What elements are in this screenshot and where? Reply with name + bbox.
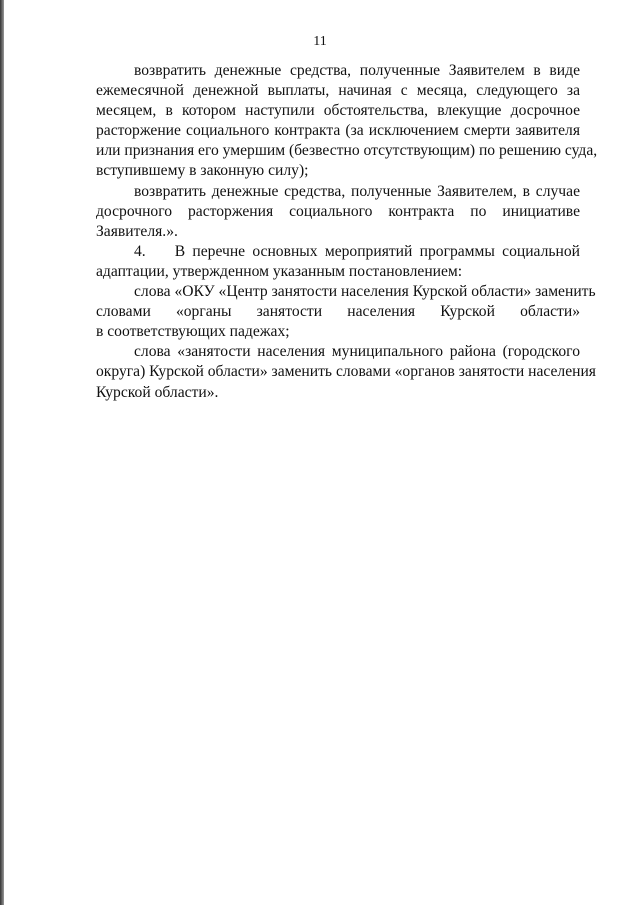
text-line: Курской области». bbox=[96, 383, 219, 401]
text-line: расторжение социального контракта (за исключением смерти заявителя bbox=[96, 122, 580, 140]
text-line: 4. В перечне основных мероприятий программы социальной bbox=[134, 242, 580, 260]
paragraph bbox=[96, 342, 596, 402]
text-line: ежемесячной денежной выплаты, начиная с месяца, следующего за bbox=[96, 82, 580, 100]
text-line: слова «ОКУ «Центр занятости населения Курской области» заменить bbox=[134, 283, 596, 301]
scan-edge bbox=[0, 0, 4, 905]
text-line: досрочного расторжения социального контракта по инициативе bbox=[96, 202, 580, 220]
text-line: в соответствующих падежах; bbox=[96, 323, 290, 341]
page-number: 11 bbox=[313, 34, 327, 49]
text-line: Заявителя.». bbox=[96, 222, 178, 240]
text-line: адаптации, утвержденном указанным постановлением: bbox=[96, 262, 463, 280]
text-line: вступившему в законную силу); bbox=[96, 162, 309, 180]
text-line: словами «органы занятости населения Курской области» bbox=[96, 303, 580, 321]
paragraph bbox=[96, 61, 598, 182]
text-line: или признания его умершим (безвестно отсутствующим) по решению суда, bbox=[96, 142, 598, 160]
paragraph bbox=[96, 242, 580, 282]
paragraph bbox=[96, 282, 596, 342]
paragraph bbox=[96, 182, 580, 242]
text-line: возвратить денежные средства, полученные Заявителем в виде bbox=[134, 62, 580, 79]
text-line: возвратить денежные средства, полученные Заявителем, в случае bbox=[134, 182, 580, 200]
text-line: слова «занятости населения муниципального района (городского bbox=[134, 343, 580, 361]
document-body bbox=[96, 61, 598, 403]
text-line: месяцем, в котором наступили обстоятельства, влекущие досрочное bbox=[96, 102, 580, 120]
text-line: округа) Курской области» заменить словами «органов занятости населения bbox=[96, 363, 596, 381]
